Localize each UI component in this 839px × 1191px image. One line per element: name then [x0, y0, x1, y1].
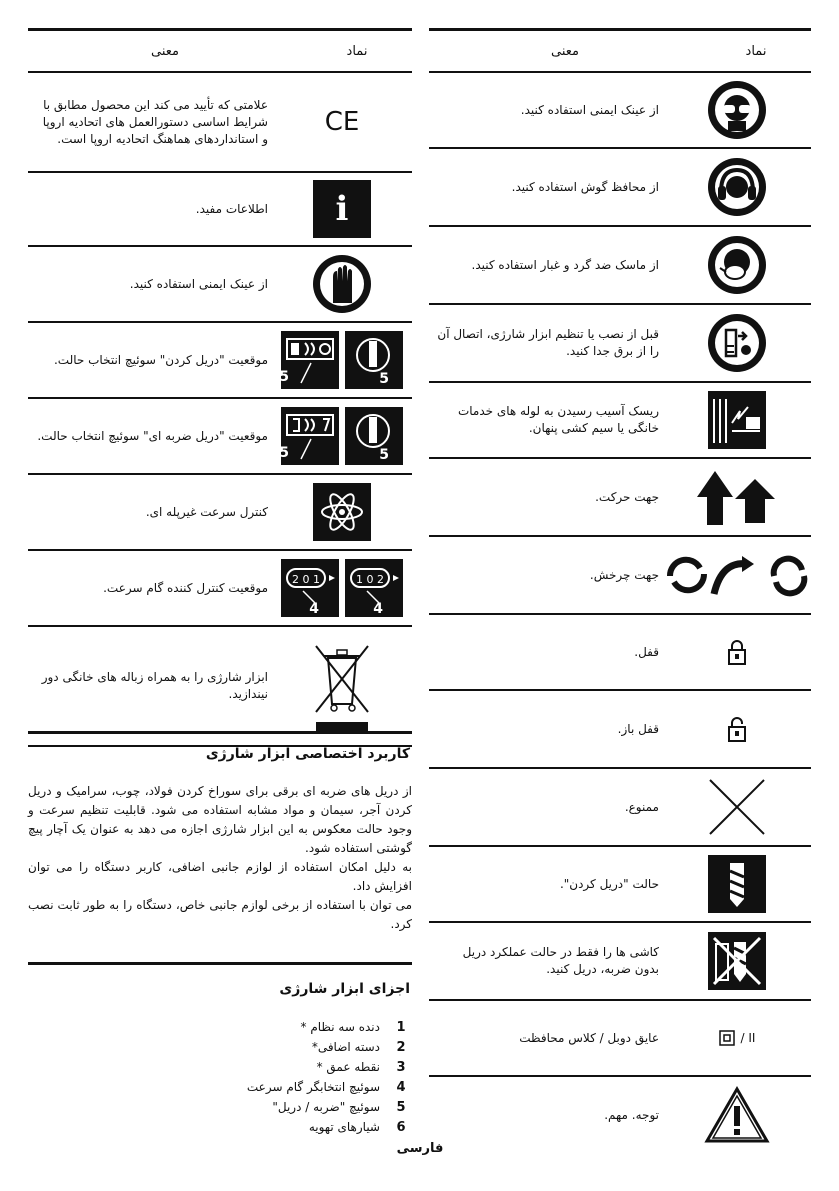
speed-control-icon: [313, 483, 371, 541]
row-meaning: ممنوع.: [624, 799, 659, 814]
symbol-row: [28, 323, 412, 399]
list-item: 5 سوئیچ "ضربه / دریل": [272, 1099, 406, 1115]
row-meaning: موقعیت "دریل ضربه ای" سوئیچ انتخاب حالت.: [37, 428, 268, 443]
list-item: 1 دنده سه نظام *: [300, 1019, 406, 1035]
section-title: کاربرد اختصاصی ابزار شارژی: [205, 746, 410, 762]
parts-list: [28, 1017, 412, 1137]
row-meaning: ابزار شارژی را به همراه زباله های خانگی دور نیندازید.: [41, 670, 268, 701]
symbol-row: [429, 769, 811, 847]
row-meaning: قفل.: [634, 644, 659, 659]
hammer-switch-position-icon: [272, 407, 412, 465]
symbol-row: [429, 1001, 811, 1077]
symbol-row: [429, 1077, 811, 1153]
symbol-row: [28, 173, 412, 247]
symbol-row: [429, 305, 811, 383]
hidden-wiring-icon: [708, 391, 766, 449]
symbol-row: [429, 227, 811, 305]
row-meaning: جهت چرخش.: [589, 567, 659, 582]
row-meaning: ریسک آسیب رسیدن به لوله های خدمات خانگی یا سیم کشی پنهان.: [457, 404, 659, 435]
ear-protection-icon: [708, 158, 766, 216]
svg-text:5: 5: [379, 371, 389, 387]
symbol-row: [429, 691, 811, 769]
symbol-row: [429, 615, 811, 691]
dust-mask-icon: [708, 236, 766, 294]
symbols-table-left: [28, 28, 412, 747]
table-header: [429, 28, 811, 73]
svg-text:2 0 1: 2 0 1: [356, 573, 384, 586]
symbol-row: [429, 537, 811, 615]
header-meaning: معنی: [151, 43, 179, 59]
symbol-row: [28, 475, 412, 551]
row-meaning: علامتی که تأیید می کند این محصول مطابق با شرایط اساسی دستورالعمل های اتحادیه اروپا و استانداردهای هماهنگ اتحادیه اروپا است.: [42, 97, 268, 146]
lock-icon: [663, 638, 811, 666]
ce-mark-icon: CE: [324, 107, 360, 137]
row-meaning: موقعیت "دریل کردن" سوئیچ انتخاب حالت.: [53, 352, 268, 367]
symbol-row: [429, 73, 811, 149]
row-meaning: از محافظ گوش استفاده کنید.: [511, 179, 659, 194]
symbol-row: [429, 383, 811, 459]
row-meaning: کنترل سرعت غیرپله ای.: [145, 504, 268, 519]
row-meaning: کاشی ها را فقط در حالت عملکرد دریل بدون ضربه، دریل کنید.: [462, 945, 659, 976]
symbol-row: [28, 627, 412, 747]
symbol-row: [28, 73, 412, 173]
unlock-icon: [663, 715, 811, 743]
usage-section: [28, 731, 412, 934]
list-item: 6 شیارهای تهویه: [308, 1119, 406, 1135]
class-label: / II: [740, 1031, 756, 1045]
warning-icon: [663, 1086, 811, 1144]
gloves-icon: [313, 255, 371, 313]
row-meaning: قبل از نصب یا تنظیم ابزار شارژی، اتصال آن را از برق جدا کنید.: [437, 327, 659, 358]
section-title: اجزای ابزار شارژی: [279, 981, 410, 997]
svg-text:1 0 2: 1 0 2: [292, 573, 320, 586]
usage-paragraph: می توان با استفاده از برخی لوازم جانبی خاص، دستگاه را به طور ثابت نصب کرد.: [28, 898, 412, 931]
symbol-row: [429, 149, 811, 227]
list-item: 3 نقطه عمق *: [316, 1059, 406, 1075]
row-meaning: از عینک ایمنی استفاده کنید.: [129, 276, 268, 291]
row-meaning: از عینک ایمنی استفاده کنید.: [520, 102, 659, 117]
svg-text:5: 5: [379, 447, 389, 463]
gear-selector-icon: [272, 559, 412, 617]
prohibited-icon: [663, 778, 811, 836]
row-meaning: جهت حرکت.: [595, 489, 659, 504]
table-header: [28, 28, 412, 73]
symbol-row: [429, 847, 811, 923]
list-item: 4 سوئیچ انتخابگر گام سرعت: [246, 1079, 406, 1095]
row-meaning: توجه. مهم.: [604, 1107, 659, 1122]
row-meaning: قفل باز.: [617, 721, 659, 736]
drill-switch-position-icon: [272, 331, 412, 389]
drill-mode-icon: [708, 855, 766, 913]
header-symbol: نماد: [346, 43, 368, 59]
symbol-row: [28, 399, 412, 475]
header-meaning: معنی: [551, 43, 579, 59]
svg-text:5: 5: [279, 369, 289, 385]
parts-section: [28, 962, 412, 1137]
direction-arrows-icon: [663, 467, 811, 527]
double-insulation-icon: [719, 1030, 735, 1046]
list-item: 2 دسته اضافی*: [311, 1039, 406, 1055]
no-hammer-tiles-icon: [708, 932, 766, 990]
row-meaning: اطلاعات مفید.: [195, 201, 268, 216]
row-meaning: موقعیت کنترل کننده گام سرعت.: [103, 580, 268, 595]
symbol-row: [28, 247, 412, 323]
symbol-row: [429, 923, 811, 1001]
svg-text:4: 4: [373, 601, 383, 617]
row-meaning: عایق دوبل / کلاس محافظت: [519, 1030, 659, 1045]
safety-glasses-icon: [708, 81, 766, 139]
symbol-row: [28, 551, 412, 627]
weee-bin-icon: [272, 638, 412, 734]
row-meaning: از ماسک ضد گرد و غبار استفاده کنید.: [471, 257, 659, 272]
svg-text:4: 4: [309, 601, 319, 617]
page-language-label: فارسی: [396, 1141, 444, 1156]
info-icon: i: [313, 180, 371, 238]
disconnect-power-icon: [708, 314, 766, 372]
usage-paragraph: به دلیل امکان استفاده از لوازم جانبی اضافی، کاربر دستگاه را می توان افزایش داد.: [28, 860, 412, 893]
svg-text:5: 5: [279, 445, 289, 461]
symbols-table-right: [429, 28, 811, 1153]
usage-paragraph: از دریل های ضربه ای برقی برای سوراخ کردن فولاد، چوب، سرامیک و دریل کردن آجر، سیمان و مواد مشابه استفاده می شود. قابلیت تنظیم سرعت و وجود حالت معکوس به این ابزار شارژی اجازه می دهد به عنوان یک آچار پیچ گوشتی استفاده شود.: [28, 784, 412, 855]
rotation-arrows-icon: [663, 550, 811, 600]
header-symbol: نماد: [745, 43, 767, 59]
row-meaning: حالت "دریل کردن".: [559, 876, 659, 891]
symbol-row: [429, 459, 811, 537]
